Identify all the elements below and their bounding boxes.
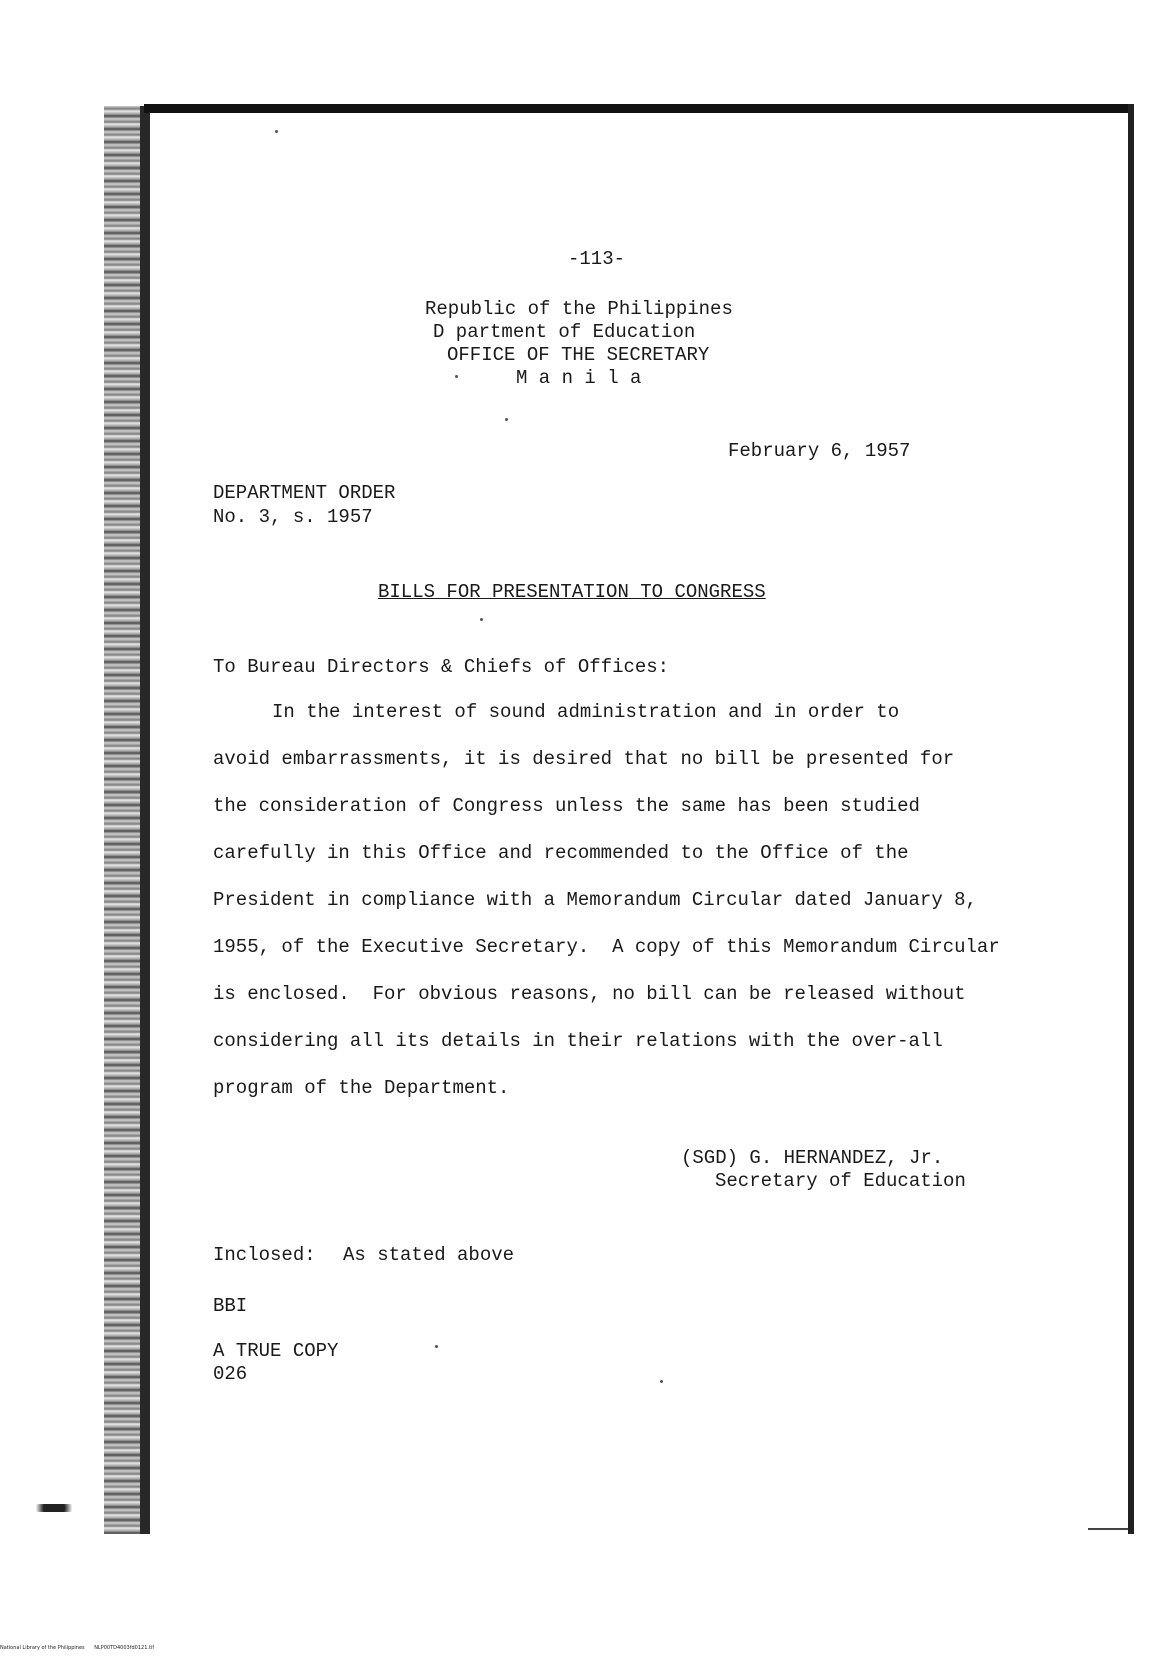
body-line: In the interest of sound administration and in order to xyxy=(272,701,900,723)
body-line: 1955, of the Executive Secretary. A copy of this Memorandum Circular xyxy=(213,936,1000,958)
scan-edge-top xyxy=(144,104,1134,113)
true-copy-label: A TRUE COPY xyxy=(213,1340,339,1362)
letterhead-city: M a n i l a xyxy=(516,367,642,389)
speck xyxy=(480,618,483,621)
body-line: considering all its details in their relations with the over-all xyxy=(213,1030,943,1052)
enclosure-label: Inclosed: xyxy=(213,1244,316,1266)
body-line: is enclosed. For obvious reasons, no bill can be released without xyxy=(213,983,966,1005)
body-line: President in compliance with a Memorandum Circular dated January 8, xyxy=(213,889,977,911)
body-line: program of the Department. xyxy=(213,1077,510,1099)
page-number: -113- xyxy=(568,248,626,270)
speck xyxy=(505,418,508,421)
copy-code: 026 xyxy=(213,1363,248,1385)
letterhead-office: OFFICE OF THE SECRETARY xyxy=(447,344,710,366)
footer-file-id: NLP00TD4003fd0121.tif xyxy=(94,1645,155,1651)
speck xyxy=(660,1380,663,1383)
body-line: avoid embarrassments, it is desired that no bill be presented for xyxy=(213,748,955,770)
signature-name: (SGD) G. HERNANDEZ, Jr. xyxy=(681,1147,944,1169)
footer-institution: National Library of the Philippines xyxy=(0,1645,85,1651)
salutation: To Bureau Directors & Chiefs of Offices: xyxy=(213,656,670,678)
speck xyxy=(275,130,278,133)
letterhead-department: D partment of Education xyxy=(433,321,696,343)
initials: BBI xyxy=(213,1295,248,1317)
scan-blot xyxy=(28,1504,80,1512)
enclosure-value: As stated above xyxy=(343,1244,515,1266)
scan-edge-right xyxy=(1128,104,1134,1534)
letterhead-republic: Republic of the Philippines xyxy=(425,298,733,320)
scan-footer xyxy=(0,1645,154,1651)
speck xyxy=(435,1345,438,1348)
scan-edge-rightline xyxy=(1088,1528,1128,1530)
document-date: February 6, 1957 xyxy=(728,440,911,462)
order-number: No. 3, s. 1957 xyxy=(213,506,373,528)
scan-edge-left xyxy=(104,106,144,1534)
order-title: DEPARTMENT ORDER xyxy=(213,482,396,504)
signature-title: Secretary of Education xyxy=(715,1170,966,1192)
subject-heading: BILLS FOR PRESENTATION TO CONGRESS xyxy=(378,581,766,603)
body-line: carefully in this Office and recommended to the Office of the xyxy=(213,842,909,864)
body-line: the consideration of Congress unless the same has been studied xyxy=(213,795,920,817)
speck xyxy=(455,375,458,378)
